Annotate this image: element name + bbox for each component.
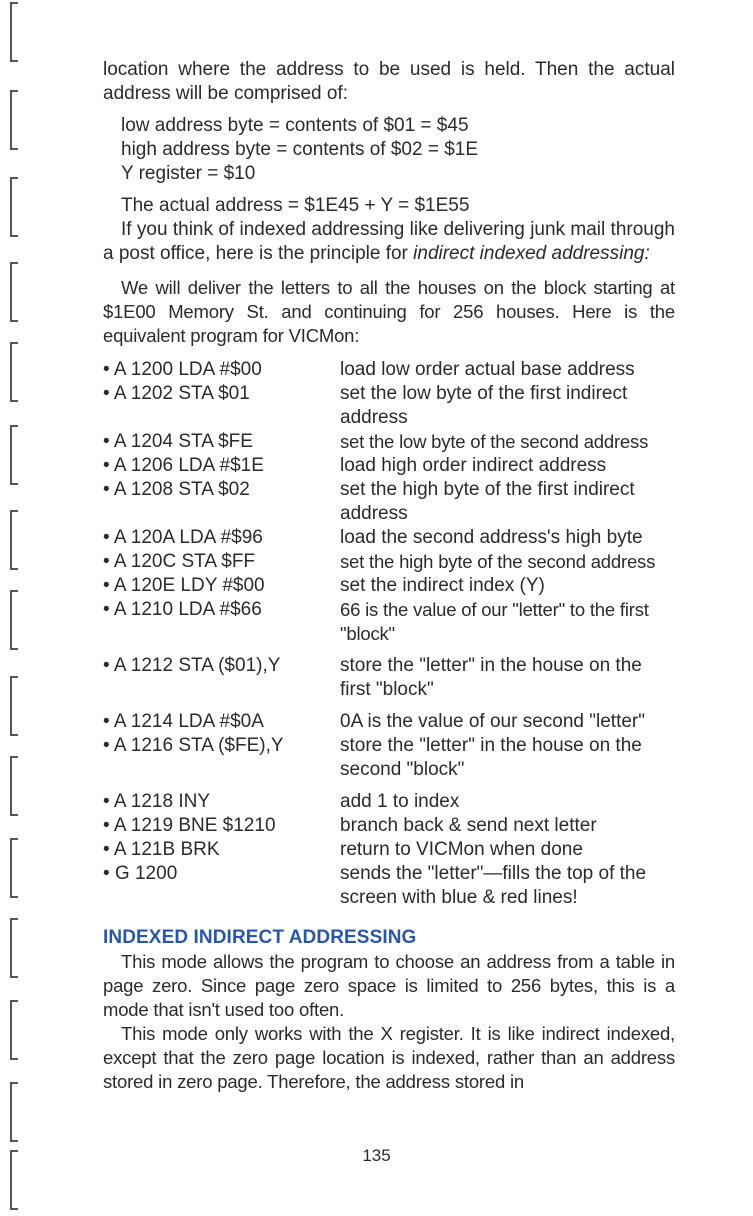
program-comment: 0A is the value of our second "letter" bbox=[340, 711, 646, 732]
program-line bbox=[103, 358, 675, 382]
program-line bbox=[103, 478, 675, 526]
program-comment: load high order indirect address bbox=[340, 455, 607, 476]
section-paragraph: This mode only works with the X register. It is like indirect indexed, except that the zero page location is indexed, rather than an address stored in zero page. Therefore, the address stored in bbox=[103, 1023, 675, 1092]
program-line bbox=[103, 598, 675, 646]
program-comment: set the indirect index (Y) bbox=[340, 575, 545, 596]
section-paragraph: This mode allows the program to choose an address from a table in page zero. Since page zero space is limited to 256 bytes, this is a mode that isn't used too often. bbox=[103, 951, 675, 1020]
page-content bbox=[103, 58, 675, 1094]
program-comment: 66 is the value of our "letter" to the first "block" bbox=[340, 599, 649, 644]
program-command: • A 120A LDA #$96 bbox=[103, 527, 263, 548]
program-comment: sends the "letter"—fills the top of the screen with blue & red lines! bbox=[340, 863, 647, 908]
binder-mark bbox=[8, 2, 20, 62]
intro-paragraph: location where the address to be used is held. Then the actual address will be comprised of: bbox=[103, 59, 675, 104]
program-comment: load the second address's high byte bbox=[340, 527, 643, 548]
section-heading: INDEXED INDIRECT ADDRESSING bbox=[103, 927, 417, 948]
program-command: • A 1204 STA $FE bbox=[103, 431, 253, 452]
program-command: • A 1212 STA ($01),Y bbox=[103, 655, 281, 676]
program-line bbox=[103, 654, 675, 702]
program-line bbox=[103, 550, 675, 574]
program-command: • G 1200 bbox=[103, 863, 178, 884]
binder-mark bbox=[8, 510, 20, 570]
actual-address-line: The actual address = $1E45 + Y = $1E55 bbox=[121, 195, 470, 216]
program-line bbox=[103, 838, 675, 862]
y-register-line: Y register = $10 bbox=[121, 163, 256, 184]
program-line bbox=[103, 790, 675, 814]
program-line bbox=[103, 574, 675, 598]
program-command: • A 1206 LDA #$1E bbox=[103, 455, 264, 476]
program-comment: set the low byte of the second address bbox=[340, 431, 649, 452]
binder-mark bbox=[8, 838, 20, 898]
program-command: • A 1202 STA $01 bbox=[103, 383, 250, 404]
binder-mark bbox=[8, 590, 20, 650]
program-comment: store the "letter" in the house on the second "block" bbox=[340, 735, 642, 780]
binder-mark bbox=[8, 918, 20, 978]
low-byte-line: low address byte = contents of $01 = $45 bbox=[121, 115, 469, 136]
program-line bbox=[103, 862, 675, 910]
program-line bbox=[103, 734, 675, 782]
junk-mail-paragraph bbox=[103, 218, 675, 266]
program-comment: add 1 to index bbox=[340, 791, 460, 812]
indirect-indexed-term: indirect indexed addressing: bbox=[413, 243, 650, 264]
program-command: • A 1219 BNE $1210 bbox=[103, 815, 276, 836]
page-number: 135 bbox=[362, 1146, 391, 1165]
program-comment: return to VICMon when done bbox=[340, 839, 583, 860]
junk-mail-text: If you think of indexed addressing like delivering junk mail through a post office, here is the principle for bbox=[103, 219, 675, 264]
program-command: • A 1216 STA ($FE),Y bbox=[103, 735, 284, 756]
program-comment: store the "letter" in the house on the first "block" bbox=[340, 655, 642, 700]
program-comment: set the high byte of the first indirect address bbox=[340, 479, 635, 524]
program-command: • A 1200 LDA #$00 bbox=[103, 359, 262, 380]
binder-mark bbox=[8, 90, 20, 150]
binder-mark bbox=[8, 756, 20, 816]
program-comment: branch back & send next letter bbox=[340, 815, 597, 836]
program-line bbox=[103, 382, 675, 430]
program-line bbox=[103, 710, 675, 734]
program-line bbox=[103, 814, 675, 838]
binder-mark bbox=[8, 342, 20, 402]
program-comment: load low order actual base address bbox=[340, 359, 635, 380]
delivery-paragraph: We will deliver the letters to all the houses on the block starting at $1E00 Memory St. and continuing for 256 houses. Here is the equivalent program for VICMon: bbox=[103, 277, 675, 346]
binder-mark bbox=[8, 676, 20, 736]
binder-mark bbox=[8, 425, 20, 485]
binder-mark bbox=[8, 1000, 20, 1060]
vicmon-program bbox=[103, 358, 675, 910]
program-command: • A 120E LDY #$00 bbox=[103, 575, 265, 596]
program-command: • A 1210 LDA #$66 bbox=[103, 599, 262, 620]
address-breakdown bbox=[103, 114, 675, 186]
program-line bbox=[103, 454, 675, 478]
program-line bbox=[103, 430, 675, 454]
high-byte-line: high address byte = contents of $02 = $1E bbox=[121, 139, 479, 160]
program-comment: set the high byte of the second address bbox=[340, 551, 656, 572]
program-command: • A 1208 STA $02 bbox=[103, 479, 250, 500]
binder-mark bbox=[8, 177, 20, 237]
binder-mark bbox=[8, 262, 20, 322]
program-line bbox=[103, 526, 675, 550]
program-command: • A 1214 LDA #$0A bbox=[103, 711, 264, 732]
program-command: • A 121B BRK bbox=[103, 839, 220, 860]
program-comment: set the low byte of the first indirect address bbox=[340, 383, 628, 428]
binder-mark bbox=[8, 1082, 20, 1142]
program-command: • A 1218 INY bbox=[103, 791, 211, 812]
program-command: • A 120C STA $FF bbox=[103, 551, 256, 572]
